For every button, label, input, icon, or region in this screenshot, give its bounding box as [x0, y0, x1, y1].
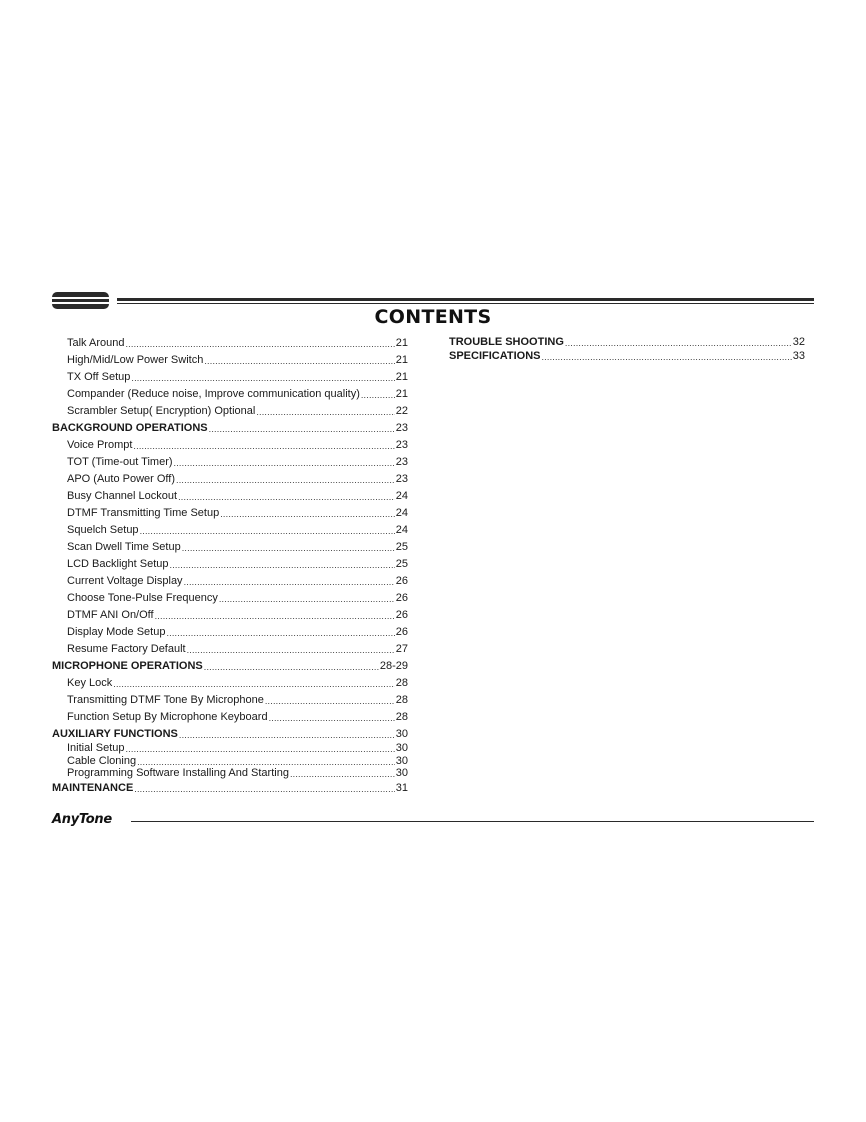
toc-entry-label: Talk Around: [67, 337, 125, 349]
toc-page-number: 26: [395, 609, 408, 621]
toc-entry-label: MICROPHONE OPERATIONS: [52, 660, 203, 672]
toc-page-number: 23: [395, 456, 408, 468]
toc-entry-label: Initial Setup: [67, 742, 125, 754]
page-title: CONTENTS: [374, 306, 492, 328]
toc-entry-label: Scrambler Setup( Encryption) Optional: [67, 405, 256, 417]
toc-page-number: 23: [395, 422, 408, 434]
toc-entry[interactable]: [67, 438, 408, 452]
toc-entry[interactable]: [67, 336, 408, 350]
toc-entry[interactable]: [67, 489, 408, 503]
toc-entry-label: Choose Tone-Pulse Frequency: [67, 592, 218, 604]
toc-entry[interactable]: [67, 591, 408, 605]
toc-entry-label: TROUBLE SHOOTING: [449, 336, 564, 348]
toc-dot-leader: [178, 491, 395, 503]
toc-entry-label: MAINTENANCE: [52, 782, 134, 794]
toc-entry[interactable]: [52, 727, 408, 741]
toc-dot-leader: [220, 508, 395, 520]
toc-entry[interactable]: [67, 455, 408, 469]
toc-entry[interactable]: [67, 404, 408, 418]
toc-entry[interactable]: [449, 335, 805, 349]
footer-rule: [131, 821, 814, 822]
toc-page-number: 26: [395, 626, 408, 638]
toc-entry-label: SPECIFICATIONS: [449, 350, 541, 362]
toc-page-number: 24: [395, 490, 408, 502]
toc-dot-leader: [140, 525, 395, 537]
toc-page-number: 26: [395, 592, 408, 604]
toc-page-number: 33: [792, 350, 805, 362]
toc-page-number: 31: [395, 782, 408, 794]
toc-entry[interactable]: [67, 523, 408, 537]
toc-page-number: 23: [395, 439, 408, 451]
toc-entry[interactable]: [67, 676, 408, 690]
toc-entry-label: Squelch Setup: [67, 524, 139, 536]
toc-entry[interactable]: [67, 766, 408, 780]
toc-page-number: 26: [395, 575, 408, 587]
toc-dot-leader: [184, 576, 395, 588]
toc-entry-label: Key Lock: [67, 677, 113, 689]
toc-page-number: 21: [395, 354, 408, 366]
toc-dot-leader: [204, 355, 394, 367]
toc-dot-leader: [219, 593, 395, 605]
toc-entry-label: TX Off Setup: [67, 371, 131, 383]
toc-dot-leader: [209, 423, 395, 435]
toc-entry-label: Transmitting DTMF Tone By Microphone: [67, 694, 264, 706]
header-rule-thin: [117, 303, 814, 304]
toc-dot-leader: [565, 337, 792, 349]
toc-page-number: 28-29: [379, 660, 408, 672]
toc-entry-label: Resume Factory Default: [67, 643, 186, 655]
toc-page-number: 28: [395, 711, 408, 723]
toc-entry[interactable]: [67, 506, 408, 520]
toc-page-number: 32: [792, 336, 805, 348]
anytone-logo: AnyTone: [52, 812, 112, 827]
toc-page-number: 28: [395, 677, 408, 689]
toc-page-number: 25: [395, 541, 408, 553]
toc-dot-leader: [125, 338, 394, 350]
toc-entry-label: Voice Prompt: [67, 439, 133, 451]
toc-entry[interactable]: [67, 387, 408, 401]
toc-dot-leader: [179, 729, 395, 741]
toc-entry[interactable]: [67, 625, 408, 639]
toc-entry[interactable]: [67, 710, 408, 724]
toc-dot-leader: [269, 712, 395, 724]
toc-dot-leader: [176, 474, 395, 486]
toc-entry-label: LCD Backlight Setup: [67, 558, 169, 570]
toc-entry[interactable]: [67, 540, 408, 554]
toc-entry[interactable]: [67, 608, 408, 622]
toc-dot-leader: [166, 627, 394, 639]
toc-entry-label: AUXILIARY FUNCTIONS: [52, 728, 178, 740]
header-rule-thick: [117, 298, 814, 301]
toc-entry[interactable]: [67, 574, 408, 588]
toc-page-number: 22: [395, 405, 408, 417]
toc-entry-label: BACKGROUND OPERATIONS: [52, 422, 208, 434]
toc-dot-leader: [265, 695, 395, 707]
toc-entry-label: Display Mode Setup: [67, 626, 166, 638]
toc-entry[interactable]: [67, 693, 408, 707]
toc-entry-label: Scan Dwell Time Setup: [67, 541, 181, 553]
toc-entry-label: Programming Software Installing And Starting: [67, 767, 289, 779]
toc-entry-label: Current Voltage Display: [67, 575, 183, 587]
toc-entry[interactable]: [67, 353, 408, 367]
toc-dot-leader: [113, 678, 395, 690]
toc-page-number: 21: [395, 388, 408, 400]
toc-dot-leader: [256, 406, 394, 418]
toc-page-number: 24: [395, 507, 408, 519]
toc-entry[interactable]: [52, 421, 408, 435]
toc-dot-leader: [204, 661, 379, 673]
toc-page-number: 30: [395, 755, 408, 767]
toc-entry[interactable]: [67, 642, 408, 656]
toc-entry[interactable]: [67, 557, 408, 571]
toc-dot-leader: [133, 440, 394, 452]
toc-entry[interactable]: [52, 781, 408, 795]
toc-dot-leader: [182, 542, 395, 554]
toc-entry-label: High/Mid/Low Power Switch: [67, 354, 204, 366]
toc-dot-leader: [290, 768, 395, 780]
toc-dot-leader: [131, 372, 394, 384]
toc-page-number: 30: [395, 767, 408, 779]
toc-page-number: 30: [395, 742, 408, 754]
toc-entry-label: TOT (Time-out Timer): [67, 456, 173, 468]
toc-page-number: 27: [395, 643, 408, 655]
toc-entry-label: Function Setup By Microphone Keyboard: [67, 711, 268, 723]
toc-dot-leader: [187, 644, 395, 656]
toc-entry[interactable]: [52, 659, 408, 673]
toc-dot-leader: [174, 457, 395, 469]
toc-page-number: 21: [395, 371, 408, 383]
toc-entry-label: DTMF ANI On/Off: [67, 609, 154, 621]
toc-dot-leader: [361, 389, 395, 401]
toc-entry-label: Compander (Reduce noise, Improve communication quality): [67, 388, 360, 400]
toc-entry-label: Cable Cloning: [67, 755, 137, 767]
toc-page-number: 23: [395, 473, 408, 485]
toc-page-number: 24: [395, 524, 408, 536]
toc-dot-leader: [134, 783, 394, 795]
toc-entry[interactable]: [67, 472, 408, 486]
toc-entry-label: APO (Auto Power Off): [67, 473, 176, 485]
toc-page-number: 28: [395, 694, 408, 706]
toc-dot-leader: [155, 610, 395, 622]
toc-page-number: 21: [395, 337, 408, 349]
toc-entry-label: DTMF Transmitting Time Setup: [67, 507, 220, 519]
toc-page-number: 25: [395, 558, 408, 570]
toc-dot-leader: [541, 351, 791, 363]
toc-entry-label: Busy Channel Lockout: [67, 490, 178, 502]
toc-page-number: 30: [395, 728, 408, 740]
toc-dot-leader: [170, 559, 395, 571]
toc-entry[interactable]: [449, 349, 805, 363]
toc-entry[interactable]: [67, 741, 408, 755]
toc-entry[interactable]: [67, 370, 408, 384]
